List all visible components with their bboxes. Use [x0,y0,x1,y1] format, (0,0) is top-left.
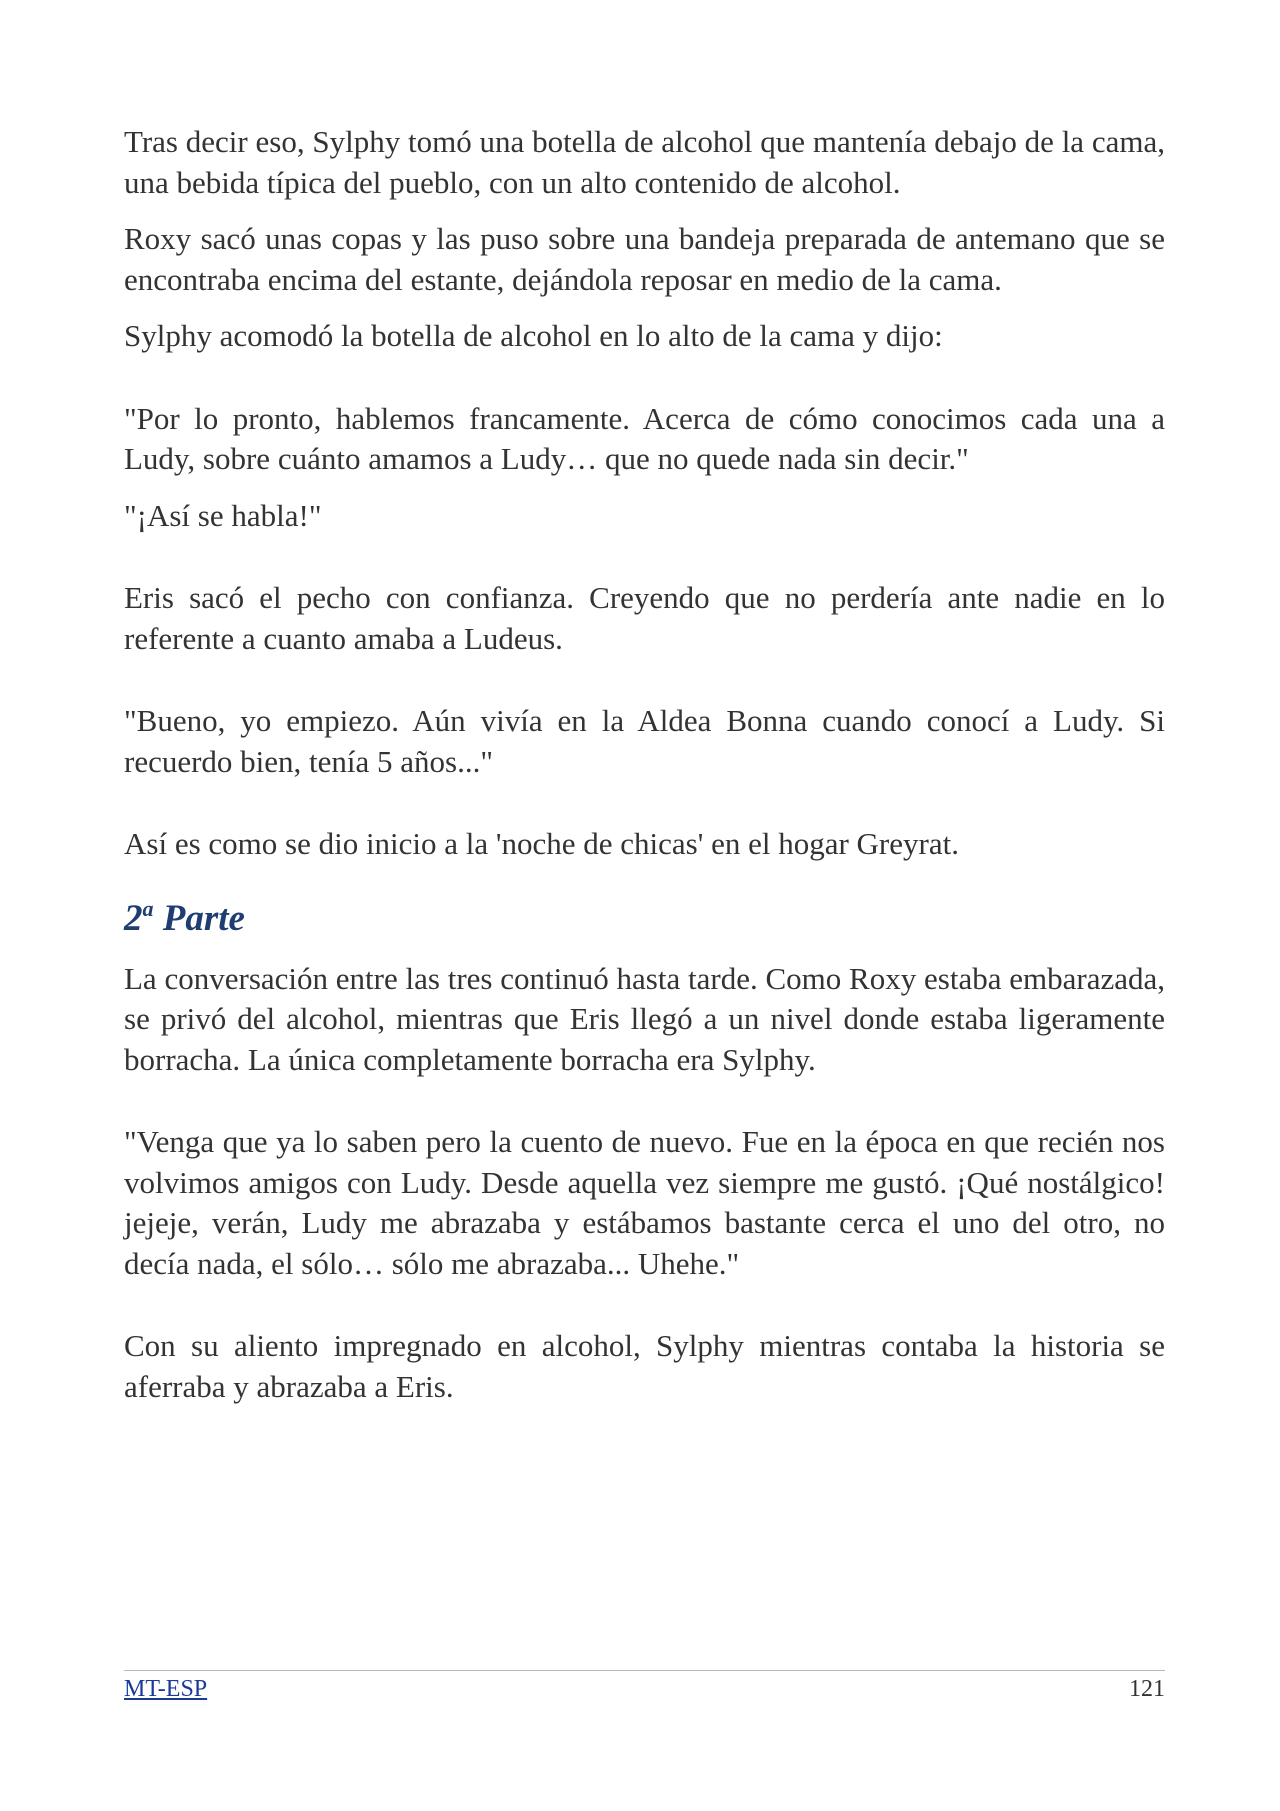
section-heading [124,897,1165,941]
paragraph-11: Con su aliento impregnado en alcohol, Sylphy mientras contaba la historia se aferraba y abrazaba a Eris. [124,1328,1165,1404]
section-heading-ordinal: a [142,895,154,921]
section-heading-title: Parte [162,897,245,939]
paragraph-2: Roxy sacó unas copas y las puso sobre una bandeja preparada de antemano que se encontraba encima del estante, dejándola reposar en medio de la cama. [124,221,1165,297]
page-number: 121 [1129,1676,1165,1702]
paragraph-1: Tras decir eso, Sylphy tomó una botella de alcohol que mantenía debajo de la cama, una bebida típica del pueblo, con un alto contenido de alcohol. [124,124,1165,200]
paragraph-10: "Venga que ya lo saben pero la cuento de nuevo. Fue en la época en que recién nos volvimos amigos con Ludy. Desde aquella vez siempre me gustó. ¡Qué nostálgico! jejeje, verán, Ludy me abrazaba y estábamos bastante cerca el uno del otro, no decía nada, el sólo… sólo me abrazaba... Uhehe." [124,1124,1165,1281]
section-heading-number: 2 [124,897,143,939]
footer-link[interactable]: MT-ESP [124,1676,208,1702]
paragraph-4: "Por lo pronto, hablemos francamente. Acerca de cómo conocimos cada una a Ludy, sobre cuánto amamos a Ludy… que no quede nada sin decir." [124,400,1165,476]
paragraph-8: Así es como se dio inicio a la 'noche de chicas' en el hogar Greyrat. [124,826,959,861]
footer-divider [124,1670,1165,1671]
page-body [124,122,1165,1407]
paragraph-5: "¡Así se habla!" [124,497,322,533]
paragraph-7: "Bueno, yo empiezo. Aún vivía en la Aldea Bonna cuando conocí a Ludy. Si recuerdo bien, tenía 5 años..." [124,703,1165,779]
paragraph-3: Sylphy acomodó la botella de alcohol en lo alto de la cama y dijo: [124,318,943,353]
paragraph-9: La conversación entre las tres continuó hasta tarde. Como Roxy estaba embarazada, se privó del alcohol, mientras que Eris llegó a un nivel donde estaba ligeramente borracha. La única completamente borracha era Sylphy. [124,960,1165,1077]
paragraph-6: Eris sacó el pecho con confianza. Creyendo que no perdería ante nadie en lo referente a cuanto amaba a Ludeus. [124,580,1165,656]
